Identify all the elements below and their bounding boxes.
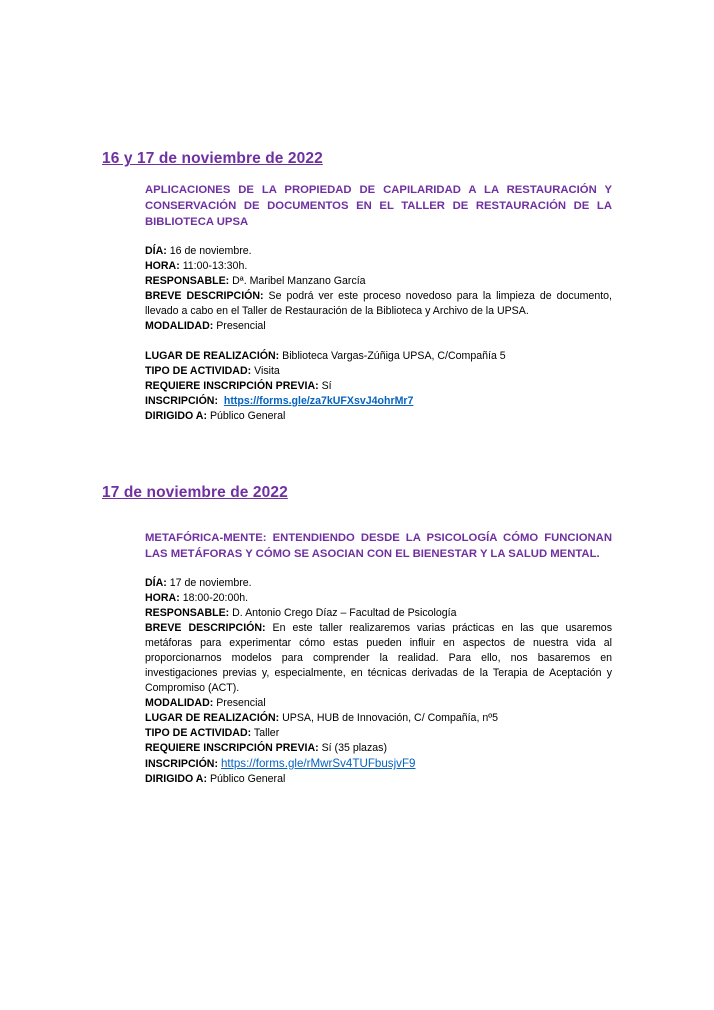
event-2-date-heading: 17 de noviembre de 2022 bbox=[102, 484, 288, 501]
responsable-label: RESPONSABLE: bbox=[145, 607, 230, 619]
event-1-descripcion-row bbox=[145, 289, 612, 319]
lugar-label: LUGAR DE REALIZACIÓN: bbox=[145, 712, 280, 724]
descripcion-label: BREVE DESCRIPCIÓN: bbox=[145, 622, 266, 634]
inscripcion-link[interactable]: https://forms.gle/rMwrSv4TUFbusjvF9 bbox=[220, 757, 416, 770]
inscripcion-label: INSCRIPCIÓN: bbox=[145, 395, 218, 407]
event-1-lugar-row bbox=[145, 349, 612, 364]
event-1-modalidad-row bbox=[145, 319, 612, 334]
responsable-label: RESPONSABLE: bbox=[145, 275, 230, 287]
dia-label: DÍA: bbox=[145, 577, 167, 589]
event-1-inscripcion-row bbox=[145, 394, 612, 409]
dia-value: 16 de noviembre. bbox=[169, 245, 252, 257]
tipo-value: Taller bbox=[253, 727, 280, 739]
requiere-value: Sí (35 plazas) bbox=[321, 742, 387, 754]
event-2-dia-row bbox=[145, 576, 612, 591]
hora-label: HORA: bbox=[145, 592, 180, 604]
tipo-label: TIPO DE ACTIVIDAD: bbox=[145, 365, 252, 377]
requiere-value: Sí bbox=[321, 380, 332, 392]
modalidad-value: Presencial bbox=[216, 320, 266, 332]
lugar-label: LUGAR DE REALIZACIÓN: bbox=[145, 350, 280, 362]
dirigido-value: Público General bbox=[209, 410, 286, 422]
event-2-tipo-row bbox=[145, 726, 612, 741]
inscripcion-link[interactable]: https://forms.gle/za7kUFXsvJ4ohrMr7 bbox=[223, 395, 414, 407]
event-2-descripcion-row bbox=[145, 621, 612, 696]
event-2-dirigido-row bbox=[145, 772, 612, 787]
lugar-value: Biblioteca Vargas-Zúñiga UPSA, C/Compañía 5 bbox=[282, 350, 506, 362]
lugar-value: UPSA, HUB de Innovación, C/ Compañía, nº5 bbox=[282, 712, 498, 724]
event-2-inscripcion-row bbox=[145, 756, 612, 772]
dirigido-value: Público General bbox=[209, 773, 286, 785]
modalidad-label: MODALIDAD: bbox=[145, 697, 214, 709]
event-2-lugar-row bbox=[145, 711, 612, 726]
event-2-modalidad-row bbox=[145, 696, 612, 711]
event-1-responsable-row bbox=[145, 274, 612, 289]
dia-label: DÍA: bbox=[145, 245, 167, 257]
descripcion-value: Se podrá ver este proceso novedoso para la limpieza de documento, llevado a cabo en el Taller de Restauración de la Biblioteca y Archivo de la UPSA. bbox=[145, 290, 612, 317]
dia-value: 17 de noviembre. bbox=[169, 577, 252, 589]
descripcion-label: BREVE DESCRIPCIÓN: bbox=[145, 290, 264, 302]
inscripcion-label: INSCRIPCIÓN: bbox=[145, 758, 218, 770]
event-1-tipo-row bbox=[145, 364, 612, 379]
dirigido-label: DIRIGIDO A: bbox=[145, 410, 207, 422]
dirigido-label: DIRIGIDO A: bbox=[145, 773, 207, 785]
event-2-title: METAFÓRICA-MENTE: ENTENDIENDO DESDE LA PSICOLOGÍA CÓMO FUNCIONAN LAS METÁFORAS Y CÓMO SE ASOCIAN CON EL BIENESTAR Y LA SALUD MENTAL. bbox=[145, 532, 612, 560]
hora-value: 18:00-20:00h. bbox=[182, 592, 249, 604]
event-2-responsable-row bbox=[145, 606, 612, 621]
requiere-label: REQUIERE INSCRIPCIÓN PREVIA: bbox=[145, 380, 319, 392]
event-1-dirigido-row bbox=[145, 409, 612, 424]
modalidad-label: MODALIDAD: bbox=[145, 320, 214, 332]
event-2-details bbox=[145, 576, 612, 787]
responsable-value: D. Antonio Crego Díaz – Facultad de Psicología bbox=[232, 607, 457, 619]
spacer bbox=[145, 334, 612, 349]
hora-label: HORA: bbox=[145, 260, 180, 272]
event-1-dia-row bbox=[145, 244, 612, 259]
event-1-date-heading: 16 y 17 de noviembre de 2022 bbox=[102, 150, 323, 167]
responsable-value: Dª. Maribel Manzano García bbox=[232, 275, 366, 287]
event-2-requiere-row bbox=[145, 741, 612, 756]
event-1-title: APLICACIONES DE LA PROPIEDAD DE CAPILARIDAD A LA RESTAURACIÓN Y CONSERVACIÓN DE DOCUMENTOS EN EL TALLER DE RESTAURACIÓN DE LA BIBLIOTECA UPSA bbox=[145, 184, 612, 228]
event-2-hora-row bbox=[145, 591, 612, 606]
event-1-requiere-row bbox=[145, 379, 612, 394]
event-1-details bbox=[145, 244, 612, 424]
hora-value: 11:00-13:30h. bbox=[182, 260, 248, 272]
modalidad-value: Presencial bbox=[216, 697, 266, 709]
requiere-label: REQUIERE INSCRIPCIÓN PREVIA: bbox=[145, 742, 319, 754]
tipo-value: Visita bbox=[254, 365, 280, 377]
event-1-hora-row bbox=[145, 259, 612, 274]
tipo-label: TIPO DE ACTIVIDAD: bbox=[145, 727, 252, 739]
descripcion-value: En este taller realizaremos varias prácticas en las que usaremos metáforas para experimentar cómo estas pueden influir en aspectos de nuestra vida al proporcionarnos modelos para comprender la realidad. Para ello, nos basaremos en investigaciones previas y, especialmente, en técnicas derivadas de la Terapia de Aceptación y Compromiso (ACT). bbox=[145, 622, 612, 694]
